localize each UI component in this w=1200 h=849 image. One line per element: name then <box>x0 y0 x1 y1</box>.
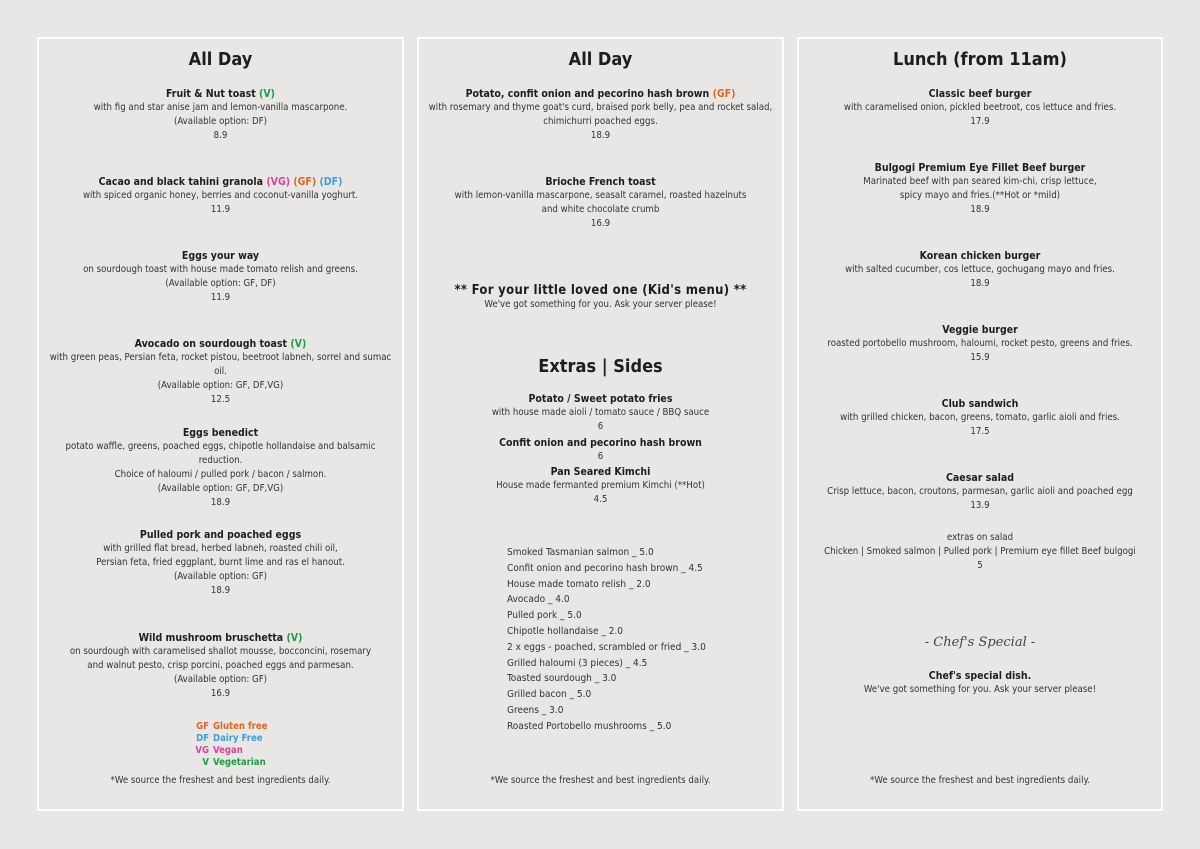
salad-extras-title: extras on salad <box>946 532 1014 543</box>
item-price: 15.9 <box>970 352 990 363</box>
menu-item <box>805 249 1155 291</box>
item-price: 6 <box>597 451 604 462</box>
menu-item <box>45 175 396 217</box>
extra-item: Pulled pork _ 5.0 <box>507 610 582 622</box>
extras-list <box>507 545 706 735</box>
item-description: Persian feta, fried eggplant, burnt lime and ras el hanout. <box>96 557 345 568</box>
item-description: (Available option: GF, DF) <box>165 278 276 289</box>
item-description: and white chocolate crumb <box>541 204 660 215</box>
item-description: with lemon-vanilla mascarpone, seasalt caramel, roasted hazelnuts <box>454 190 747 201</box>
item-description: roasted portobello mushroom, haloumi, rocket pesto, greens and fries. <box>827 338 1133 349</box>
dietary-tag: (V) <box>286 632 303 644</box>
item-name-text: Avocado on sourdough toast <box>134 338 288 350</box>
item-description: Marinated beef with pan seared kim-chi, crisp lettuce, <box>863 176 1097 187</box>
extra-item: Avocado _ 4.0 <box>507 594 570 606</box>
legend-label: Dairy Free <box>213 733 263 744</box>
item-description: chimichurri poached eggs. <box>543 116 658 127</box>
item-name-text: Confit onion and pecorino hash brown <box>499 437 702 449</box>
item-description: with grilled flat bread, herbed labneh, roasted chili oil, <box>103 543 338 554</box>
kids-menu-section <box>419 283 782 310</box>
item-price: 11.9 <box>210 292 231 303</box>
sides-title: Extras | Sides <box>538 356 663 377</box>
item-description: Choice of haloumi / pulled pork / bacon / salmon. <box>114 469 327 480</box>
item-description: (Available option: GF) <box>173 571 268 582</box>
item-name-text: Cacao and black tahini granola <box>98 176 264 188</box>
item-description: with rosemary and thyme goat's curd, braised pork belly, pea and rocket salad, <box>428 102 773 113</box>
item-name-text: Bulgogi Premium Eye Fillet Beef burger <box>874 162 1086 174</box>
item-name <box>425 436 776 450</box>
item-description: (Available option: GF, DF,VG) <box>157 483 284 494</box>
item-name <box>805 397 1155 411</box>
legend-code: VG <box>195 745 209 756</box>
item-description: spicy mayo and fries.(**Hot or *mild) <box>899 190 1061 201</box>
item-name-text: Caesar salad <box>945 472 1015 484</box>
item-description: House made fermanted premium Kimchi (**Hot) <box>496 480 705 491</box>
menu-item <box>805 323 1155 365</box>
item-name <box>425 465 776 479</box>
item-name <box>425 392 776 406</box>
menu-item <box>805 87 1155 129</box>
item-price: 17.5 <box>970 426 990 437</box>
menu-item <box>805 397 1155 439</box>
item-name-text: Pulled pork and poached eggs <box>139 529 302 541</box>
menu-item <box>45 337 396 407</box>
item-name-text: Korean chicken burger <box>919 250 1041 262</box>
extra-item: Roasted Portobello mushrooms _ 5.0 <box>507 720 672 732</box>
item-price: 4.5 <box>593 494 608 505</box>
panel-title: Lunch (from 11am) <box>893 49 1067 70</box>
extra-item: Smoked Tasmanian salmon _ 5.0 <box>507 547 654 558</box>
item-price: 18.9 <box>970 204 990 215</box>
item-name-text: Potato, confit onion and pecorino hash brown <box>465 88 710 100</box>
dietary-tag: (GF) <box>293 176 317 188</box>
extra-item: 2 x eggs - poached, scrambled or fried _ 3.0 <box>507 641 706 653</box>
menu-item <box>45 87 396 143</box>
extra-item: Toasted sourdough _ 3.0 <box>507 673 617 685</box>
dietary-legend <box>195 721 268 769</box>
item-name-text: Wild mushroom bruschetta <box>138 632 284 644</box>
menu-item <box>425 175 776 231</box>
item-price: 6 <box>597 421 604 432</box>
item-price: 8.9 <box>213 130 228 141</box>
legend-code: GF <box>196 721 209 732</box>
extra-item: Confit onion and pecorino hash brown _ 4.5 <box>507 562 703 574</box>
item-name-text: Brioche French toast <box>545 176 656 188</box>
menu-panel-lunch <box>797 37 1163 811</box>
chef-dish-name: Chef's special dish. <box>928 670 1032 682</box>
extra-item: Greens _ 3.0 <box>507 704 564 716</box>
item-description: with grilled chicken, bacon, greens, tomato, garlic aioli and fries. <box>840 412 1120 423</box>
chef-special-dish <box>799 669 1161 697</box>
item-price: 18.9 <box>210 497 231 508</box>
item-description: and walnut pesto, crisp porcini, poached eggs and parmesan. <box>87 660 354 671</box>
item-name <box>805 87 1155 101</box>
salad-extras-price: 5 <box>977 560 983 571</box>
item-price: 16.9 <box>210 688 231 699</box>
item-price: 12.5 <box>210 394 231 405</box>
extra-item: Grilled haloumi (3 pieces) _ 4.5 <box>507 657 648 669</box>
salad-extras-desc: Chicken | Smoked salmon | Pulled pork | Premium eye fillet Beef bulgogi <box>824 546 1136 557</box>
side-item <box>425 465 776 507</box>
footer-note: *We source the freshest and best ingredients daily. <box>490 775 711 786</box>
menu-item <box>45 426 396 510</box>
item-price: 18.9 <box>970 278 990 289</box>
item-price: 17.9 <box>970 116 990 127</box>
item-price: 18.9 <box>210 585 231 596</box>
menu-item <box>425 87 776 143</box>
menu-item <box>805 471 1155 513</box>
item-name-text: Eggs benedict <box>182 427 259 439</box>
legend-row <box>195 745 268 757</box>
legend-label: Gluten free <box>213 721 268 732</box>
extra-item: Chipotle hollandaise _ 2.0 <box>507 625 624 637</box>
legend-row <box>195 757 268 769</box>
salad-extras <box>799 531 1161 573</box>
item-description: (Available option: GF, DF,VG) <box>157 380 284 391</box>
item-price: 13.9 <box>970 500 990 511</box>
legend-code: DF <box>196 733 209 744</box>
item-name-text: Club sandwich <box>941 398 1019 410</box>
item-name <box>45 249 396 263</box>
item-description: (Available option: DF) <box>173 116 268 127</box>
menu-panel-all-day-1 <box>37 37 404 811</box>
item-description: with fig and star anise jam and lemon-vanilla mascarpone. <box>93 102 348 113</box>
item-description: on sourdough toast with house made tomato relish and greens. <box>83 264 358 275</box>
item-name-text: Fruit & Nut toast <box>166 88 256 100</box>
item-name <box>805 471 1155 485</box>
legend-label: Vegan <box>213 745 243 756</box>
kids-menu-subtitle: We've got something for you. Ask your server please! <box>484 299 717 310</box>
legend-row <box>195 721 268 733</box>
item-price: 18.9 <box>590 130 611 141</box>
menu-panel-all-day-2 <box>417 37 784 811</box>
item-description: potato waffle, greens, poached eggs, chipotle hollandaise and balsamic reduction. <box>65 441 376 466</box>
item-name <box>425 87 776 101</box>
item-name <box>45 87 396 101</box>
footer-note: *We source the freshest and best ingredients daily. <box>870 775 1090 786</box>
dietary-tag: (DF) <box>319 176 343 188</box>
item-description: Crisp lettuce, bacon, croutons, parmesan, garlic aioli and poached egg <box>827 486 1133 497</box>
item-name <box>805 249 1155 263</box>
item-name-text: Potato / Sweet potato fries <box>528 393 673 405</box>
item-name <box>805 161 1155 175</box>
legend-label: Vegetarian <box>213 757 266 768</box>
item-name-text: Veggie burger <box>942 324 1018 336</box>
dietary-tag: (GF) <box>712 88 736 100</box>
item-name-text: Classic beef burger <box>928 88 1032 100</box>
item-name-text: Pan Seared Kimchi <box>550 466 651 478</box>
item-name <box>45 337 396 351</box>
item-price: 11.9 <box>210 204 231 215</box>
menu-item <box>45 631 396 701</box>
dietary-tag: (V) <box>259 88 275 100</box>
item-name <box>45 426 396 440</box>
item-name <box>45 631 396 645</box>
chef-dish-desc: We've got something for you. Ask your server please! <box>863 684 1097 695</box>
menu-item <box>805 161 1155 217</box>
dietary-tag: (VG) <box>266 176 291 188</box>
item-name <box>45 175 396 189</box>
item-description: on sourdough with caramelised shallot mousse, bocconcini, rosemary <box>69 646 372 657</box>
chef-special-heading: - Chef's Special - <box>924 635 1036 650</box>
extra-item: House made tomato relish _ 2.0 <box>507 578 651 590</box>
dietary-tag: (V) <box>290 338 307 350</box>
extra-item: Grilled bacon _ 5.0 <box>507 689 592 701</box>
panel-title: All Day <box>188 49 253 70</box>
item-description: with salted cucumber, cos lettuce, gochugang mayo and fries. <box>845 264 1115 275</box>
item-description: with caramelised onion, pickled beetroot, cos lettuce and fries. <box>843 102 1117 113</box>
legend-row <box>195 733 268 745</box>
item-description: with house made aioli / tomato sauce / BBQ sauce <box>491 407 710 418</box>
item-name <box>425 175 776 189</box>
panel-title: All Day <box>568 49 633 70</box>
menu-item <box>45 528 396 598</box>
item-name-text: Eggs your way <box>181 250 260 262</box>
kids-menu-title: ** For your little loved one (Kid's menu) ** <box>454 283 747 298</box>
item-description: with green peas, Persian feta, rocket pistou, beetroot labneh, sorrel and sumac oil. <box>49 352 392 377</box>
item-price: 16.9 <box>590 218 611 229</box>
item-name <box>805 323 1155 337</box>
menu-item <box>45 249 396 305</box>
item-description: with spiced organic honey, berries and coconut-vanilla yoghurt. <box>82 190 359 201</box>
side-item <box>425 436 776 464</box>
item-description: (Available option: GF) <box>173 674 268 685</box>
footer-note: *We source the freshest and best ingredients daily. <box>110 775 331 786</box>
side-item <box>425 392 776 434</box>
item-name <box>45 528 396 542</box>
legend-code: V <box>202 757 209 768</box>
